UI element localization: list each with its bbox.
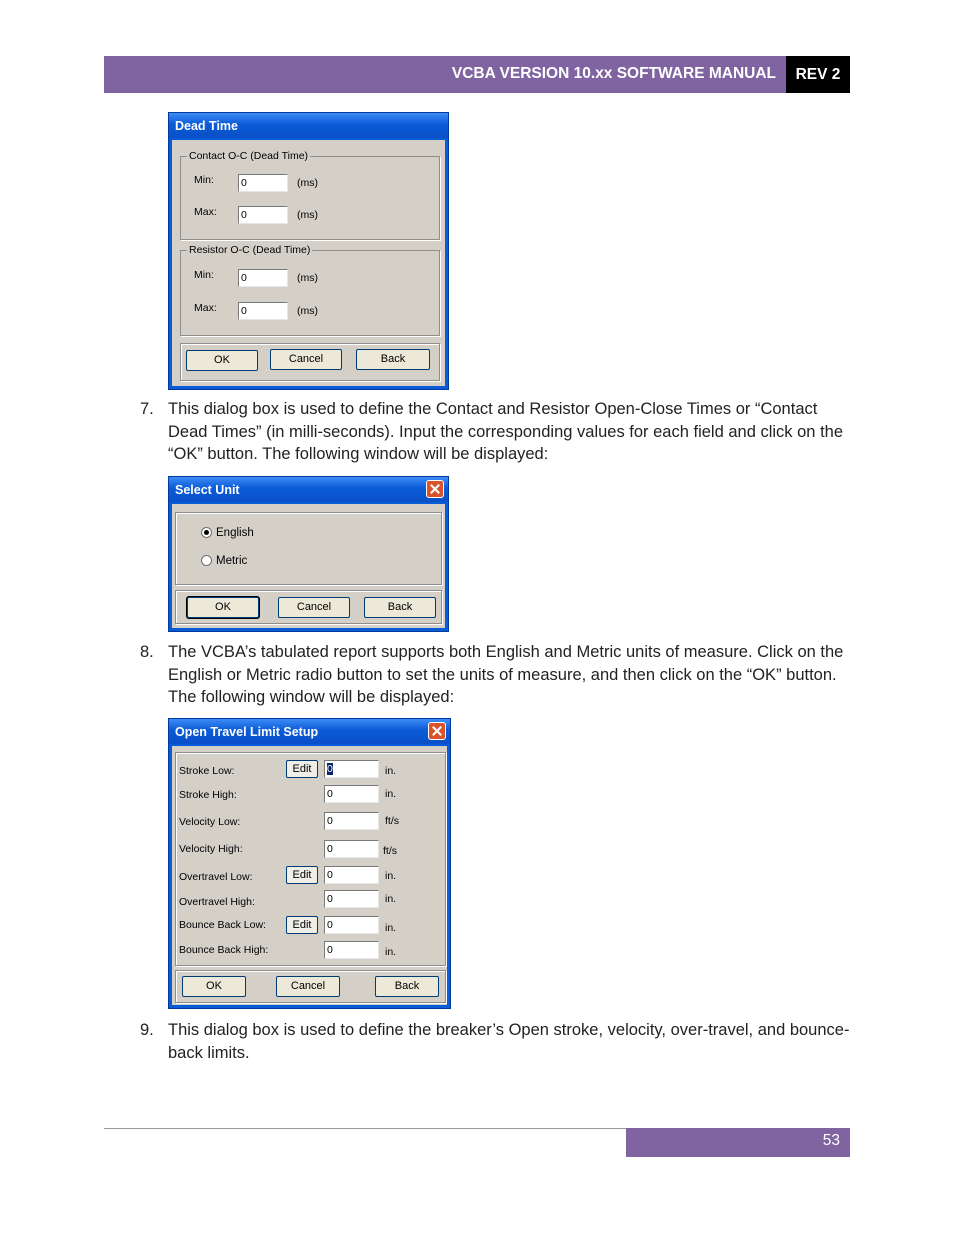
bounce-back-high-unit: in.: [385, 946, 397, 958]
cancel-button[interactable]: Cancel: [270, 349, 342, 370]
stroke-low-label: Stroke Low:: [179, 765, 235, 777]
velocity-high-input[interactable]: 0: [324, 840, 379, 858]
contact-max-input[interactable]: 0: [238, 206, 288, 224]
footer-rule: [104, 1128, 626, 1129]
open-travel-title: Open Travel Limit Setup: [175, 725, 319, 739]
bounce-back-low-label: Bounce Back Low:: [179, 919, 266, 931]
overtravel-low-input[interactable]: 0: [324, 866, 379, 884]
unit-options-panel: [175, 512, 442, 585]
velocity-low-label: Velocity Low:: [179, 816, 241, 828]
dead-time-dialog: [168, 112, 449, 390]
limits-panel: [175, 752, 446, 966]
stroke-low-unit: in.: [385, 765, 397, 777]
stroke-low-edit-button[interactable]: Edit: [286, 760, 318, 778]
back-button[interactable]: Back: [375, 976, 439, 997]
overtravel-low-label: Overtravel Low:: [179, 871, 253, 883]
open-travel-client: [172, 746, 447, 1005]
resistor-group-label: Resistor O-C (Dead Time): [189, 244, 311, 256]
footer-bar: [626, 1128, 850, 1157]
overtravel-low-unit: in.: [385, 870, 397, 882]
close-icon[interactable]: [428, 722, 446, 740]
overtravel-low-edit-button[interactable]: Edit: [286, 866, 318, 884]
select-unit-title: Select Unit: [175, 483, 240, 497]
english-label[interactable]: English: [216, 527, 254, 539]
contact-group-label: Contact O-C (Dead Time): [189, 150, 309, 162]
stroke-low-input[interactable]: 0: [324, 760, 379, 778]
open-travel-title-bar[interactable]: [169, 719, 450, 744]
page-number: 53: [822, 1132, 840, 1149]
step-9: [140, 1019, 852, 1064]
velocity-low-input[interactable]: 0: [324, 812, 379, 830]
step-7-number: 7.: [140, 400, 154, 418]
ok-button[interactable]: OK: [186, 350, 258, 371]
step-7: [140, 398, 852, 466]
cancel-button[interactable]: Cancel: [278, 597, 350, 618]
overtravel-high-unit: in.: [385, 893, 397, 905]
step-7-text: This dialog box is used to define the Contact and Resistor Open-Close Times or “Contact Dead Times” (in milli-seconds). Input the corresponding values for each field and click on the “OK” button. The following window will be displayed:: [168, 400, 844, 464]
step-9-number: 9.: [140, 1021, 154, 1039]
contact-max-unit: (ms): [297, 209, 318, 221]
header-bar: [104, 56, 786, 93]
velocity-high-label: Velocity High:: [179, 843, 243, 855]
step-8-text: The VCBA’s tabulated report supports both English and Metric units of measure. Click on the English or Metric radio button to set the units of measure, and then click on the “OK” button. The following window will be displayed:: [168, 643, 844, 707]
bounce-back-low-input[interactable]: 0: [324, 916, 379, 934]
cancel-button[interactable]: Cancel: [276, 976, 340, 997]
select-unit-button-panel: [175, 590, 442, 624]
resistor-min-label: Min:: [194, 269, 214, 281]
step-9-text: This dialog box is used to define the breaker’s Open stroke, velocity, over-travel, and bounce-back limits.: [168, 1021, 850, 1062]
open-travel-limit-dialog: [168, 718, 451, 1009]
contact-min-input[interactable]: 0: [238, 174, 288, 192]
resistor-max-label: Max:: [194, 302, 217, 314]
select-unit-title-bar[interactable]: [169, 477, 448, 502]
english-radio[interactable]: [201, 527, 212, 538]
resistor-group: [180, 244, 440, 336]
stroke-high-input[interactable]: 0: [324, 785, 379, 803]
contact-min-label: Min:: [194, 174, 214, 186]
ok-button[interactable]: OK: [182, 976, 246, 997]
bounce-back-low-edit-button[interactable]: Edit: [286, 916, 318, 934]
resistor-min-input[interactable]: 0: [238, 269, 288, 287]
resistor-max-input[interactable]: 0: [238, 302, 288, 320]
velocity-low-unit: ft/s: [385, 815, 400, 827]
metric-label[interactable]: Metric: [216, 555, 248, 567]
back-button[interactable]: Back: [356, 349, 430, 370]
dead-time-client: [172, 140, 445, 386]
contact-min-unit: (ms): [297, 177, 318, 189]
select-unit-client: [172, 504, 445, 628]
resistor-max-unit: (ms): [297, 305, 318, 317]
manual-title: VCBA VERSION 10.xx SOFTWARE MANUAL: [451, 65, 776, 82]
ok-button[interactable]: OK: [187, 597, 259, 618]
revision-badge: REV 2: [786, 56, 850, 93]
resistor-min-unit: (ms): [297, 272, 318, 284]
dead-time-title-bar[interactable]: [169, 113, 448, 138]
contact-group: [180, 150, 440, 240]
step-8: [140, 641, 852, 709]
overtravel-high-label: Overtravel High:: [179, 896, 255, 908]
metric-radio[interactable]: [201, 555, 212, 566]
velocity-high-unit: ft/s: [383, 845, 398, 857]
close-icon[interactable]: [426, 480, 444, 498]
bounce-back-low-unit: in.: [385, 922, 397, 934]
bounce-back-high-label: Bounce Back High:: [179, 944, 269, 956]
bounce-back-high-input[interactable]: 0: [324, 941, 379, 959]
step-8-number: 8.: [140, 643, 154, 661]
stroke-high-label: Stroke High:: [179, 789, 237, 801]
back-button[interactable]: Back: [364, 597, 436, 618]
overtravel-high-input[interactable]: 0: [324, 890, 379, 908]
dead-time-title: Dead Time: [175, 119, 238, 133]
contact-max-label: Max:: [194, 206, 217, 218]
stroke-high-unit: in.: [385, 788, 397, 800]
open-travel-button-panel: [175, 970, 446, 1003]
dead-time-button-panel: [180, 343, 440, 381]
select-unit-dialog: [168, 476, 449, 632]
